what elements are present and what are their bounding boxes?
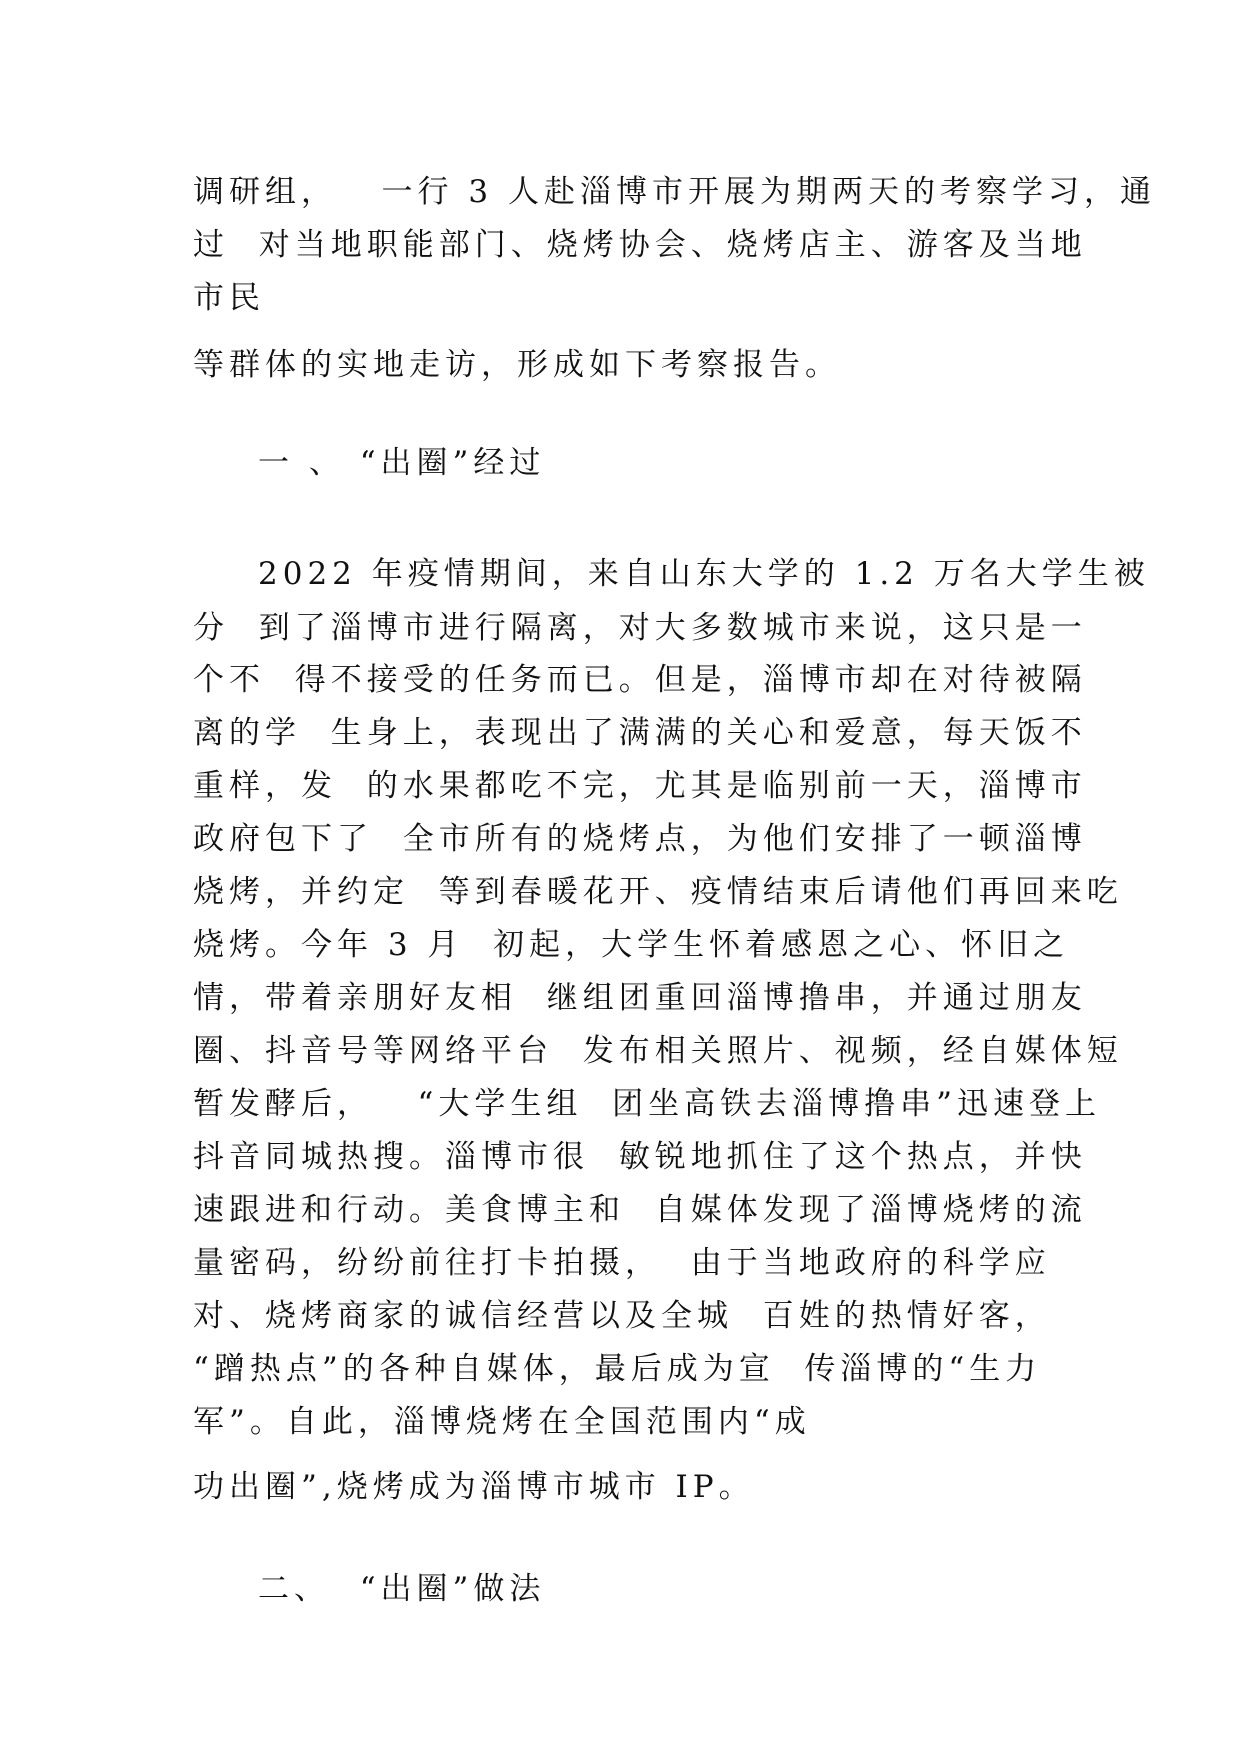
section-1-line-18: 功出圈”,烧烤成为淄博市城市 IP。 [193, 1469, 755, 1505]
section-1-line-3: 个不 得不接受的任务而已。但是，淄博市却在对待被隔 [193, 662, 1087, 698]
section-1-line-11: 暂发酵后， “大学生组 团坐高铁去淄博撸串”迅速登上 [193, 1086, 1101, 1122]
section-1-line-4: 离的学 生身上，表现出了满满的关心和爱意，每天饭不 [193, 715, 1087, 751]
section-2-heading: 二、 “出圈”做法 [258, 1571, 546, 1607]
section-1-heading: 一 、 “出圈”经过 [258, 445, 546, 481]
section-1-line-10: 圈、抖音号等网络平台 发布相关照片、视频，经自媒体短 [193, 1033, 1123, 1069]
section-1-line-17: 军”。自此，淄博烧烤在全国范围内“成 [193, 1404, 811, 1440]
section-1-line-1: 2022 年疫情期间，来自山东大学的 1.2 万名大学生被 [258, 556, 1150, 592]
intro-line-3: 市民 [193, 280, 265, 316]
section-1-line-14: 量密码，纷纷前往打卡拍摄， 由于当地政府的科学应 [193, 1245, 1051, 1281]
section-1-line-16: “蹭热点”的各种自媒体，最后成为宣 传淄博的“生力 [193, 1351, 1042, 1387]
section-1-line-7: 烧烤，并约定 等到春暖花开、疫情结束后请他们再回来吃 [193, 874, 1123, 910]
section-1-line-9: 情，带着亲朋好友相 继组团重回淄博撸串，并通过朋友 [193, 980, 1087, 1016]
section-1-line-13: 速跟进和行动。美食博主和 自媒体发现了淄博烧烤的流 [193, 1192, 1087, 1228]
section-1-line-12: 抖音同城热搜。淄博市很 敏锐地抓住了这个热点，并快 [193, 1139, 1087, 1175]
section-1-line-6: 政府包下了 全市所有的烧烤点，为他们安排了一顿淄博 [193, 821, 1087, 857]
section-1-line-8: 烧烤。今年 3 月 初起，大学生怀着感恩之心、怀旧之 [193, 927, 1070, 963]
intro-line-2: 过 对当地职能部门、烧烤协会、烧烤店主、游客及当地 [193, 227, 1087, 263]
intro-line-4: 等群体的实地走访，形成如下考察报告。 [193, 347, 841, 383]
section-1-line-2: 分 到了淄博市进行隔离，对大多数城市来说，这只是一 [193, 610, 1087, 646]
intro-line-1: 调研组， 一行 3 人赴淄博市开展为期两天的考察学习，通 [193, 174, 1156, 210]
section-1-line-15: 对、烧烤商家的诚信经营以及全城 百姓的热情好客， [193, 1298, 1051, 1334]
section-1-line-5: 重样，发 的水果都吃不完，尤其是临别前一天，淄博市 [193, 768, 1087, 804]
